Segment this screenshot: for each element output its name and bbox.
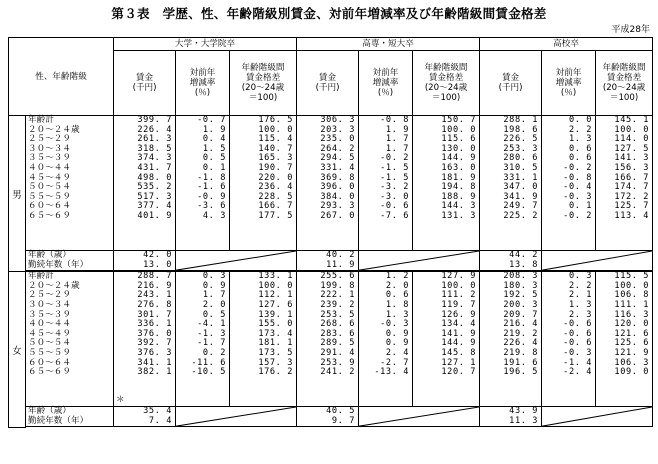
hs-gap-values: 145. 1 100. 0 114. 0 127. 5 141. 3 156. 3 166. 7 174. 7 172. 2 125. 7 113. 4 xyxy=(596,116,653,251)
age-stat-label: 年齢（歳） xyxy=(28,406,71,417)
hs-gap-values: 115. 5 100. 0 106. 8 111. 1 116. 3 120. 0 121. 6 125. 6 121. 9 106. 3 109. 0 xyxy=(596,272,653,407)
col-gap: 年齢階級間 賃金格差 (20～24歳 ＝100) xyxy=(413,51,480,116)
univ-wage-values xyxy=(114,272,176,407)
col-rate: 対前年 増減率 (％) xyxy=(359,51,413,116)
stat-labels xyxy=(26,251,114,271)
univ-age-value: 42. 0 xyxy=(143,250,173,260)
year-note: 平成28年 xyxy=(611,25,650,35)
female-data-block xyxy=(9,272,653,407)
univ-rate-values: -0. 7 1. 9 0. 4 1. 5 0. 5 0. 1 -1. 8 -1. 6 -0. 9 -3. 6 4. 3 xyxy=(176,116,230,251)
jc-wage-values: 255. 6 199. 8 222. 1 239. 2 253. 5 268. 6 283. 6 289. 5 291. 4 253. 9 241. 2 xyxy=(297,272,359,407)
hs-age-value: 43. 9 xyxy=(509,406,539,417)
jc-rate-values: -0. 8 1. 9 1. 7 1. 7 -0. 2 -1. 5 -1. 5 -3. 2 -3. 0 -0. 6 -7. 6 xyxy=(359,116,413,251)
age-labels: 年齢計 ２０～２４歳 ２５～２９ ３０～３４ ３５～３９ ４０～４４ ４５～４９ ５０～５４ ５５～５９ ６０～６４ ６５～６９ xyxy=(26,116,114,251)
jc-rate-values: 1. 2 2. 0 0. 6 1. 8 1. 3 -0. 3 0. 9 0. 9 2. 4 -2. 7 -13. 4 xyxy=(359,272,413,407)
univ-rate-values: 0. 3 0. 9 1. 7 2. 0 0. 5 -4. 1 -1. 3 -1. 7 0. 2 -11. 6 -10. 5 xyxy=(176,272,230,407)
blank-diagonal-cell xyxy=(359,251,480,271)
jc-gap-values: 150. 7 100. 0 115. 6 130. 0 144. 9 163. 0 181. 9 194. 8 188. 9 144. 3 131. 3 xyxy=(413,116,480,251)
hs-rate-values: 0. 0 2. 2 1. 3 0. 6 0. 6 -0. 2 -0. 8 -0. 4 -0. 3 0. 1 -0. 2 xyxy=(542,116,596,251)
hs-tenure-value: 13. 8 xyxy=(509,259,539,270)
col-wage: 賃金 (千円) xyxy=(480,51,542,116)
blank-diagonal-cell xyxy=(176,251,297,271)
col-gap: 年齢階級間 賃金格差 (20～24歳 ＝100) xyxy=(230,51,297,116)
tenure-stat-label: 勤続年数（年） xyxy=(28,259,89,270)
jc-stat-values xyxy=(297,407,359,427)
sex-label-female: 女 xyxy=(9,272,26,428)
col-gap: 年齢階級間 賃金格差 (20～24歳 ＝100) xyxy=(596,51,653,116)
jc-wage-values: 306. 3 203. 3 235. 0 264. 2 294. 5 331. 4 369. 8 396. 0 384. 0 293. 3 267. 0 xyxy=(297,116,359,251)
age-stat-label: 年齢（歳） xyxy=(28,250,71,260)
univ-stat-values xyxy=(114,251,176,271)
male-data-block xyxy=(9,116,653,251)
blank-diagonal-cell xyxy=(176,407,297,427)
univ-stat-values xyxy=(114,407,176,427)
jc-stat-values xyxy=(297,251,359,271)
hs-wage-values: 288. 1 198. 6 226. 5 253. 3 280. 6 310. 5 331. 1 347. 0 341. 9 249. 7 225. 2 xyxy=(480,116,542,251)
hs-stat-values xyxy=(480,407,542,427)
jc-age-value: 40. 5 xyxy=(326,406,356,417)
age-labels: 年齢計 ２０～２４歳 ２５～２９ ３０～３４ ３５～３９ ４０～４４ ４５～４９ ５０～５４ ５５～５９ ６０～６４ ６５～６９ xyxy=(26,272,114,407)
univ-tenure-value: 7. 4 xyxy=(148,415,173,426)
group-header-univ: 大学・大学院卒 xyxy=(114,38,297,51)
blank-diagonal-cell xyxy=(542,407,653,427)
univ-gap-values: 176. 5 100. 0 115. 4 140. 7 165. 3 190. 7 220. 0 236. 4 228. 5 166. 7 177. 5 xyxy=(230,116,297,251)
blank-diagonal-cell xyxy=(542,251,653,271)
group-header-high-school: 高校卒 xyxy=(480,38,653,51)
col-rate: 対前年 増減率 (％) xyxy=(542,51,596,116)
jc-gap-values: 127. 9 100. 0 111. 2 119. 7 126. 9 134. 4 141. 9 144. 9 145. 8 127. 1 120. 7 xyxy=(413,272,480,407)
female-stats-row xyxy=(9,407,653,427)
table-title: 第３表 学歴、性、年齢階級別賃金、対前年増減率及び年齢階級間賃金格差 xyxy=(111,6,547,21)
hs-age-value: 44. 2 xyxy=(509,250,539,260)
jc-tenure-value: 11. 9 xyxy=(326,259,356,270)
tenure-stat-label: 勤続年数（年） xyxy=(28,415,89,426)
male-stats-row xyxy=(9,251,653,271)
jc-tenure-value: 9. 7 xyxy=(331,415,356,426)
col-rate: 対前年 増減率 (％) xyxy=(176,51,230,116)
asterisk-mark: ＊ xyxy=(116,394,126,405)
univ-age-value: 35. 4 xyxy=(143,406,173,417)
stat-labels xyxy=(26,407,114,427)
univ-wage-values: 399. 7 226. 4 261. 3 318. 5 374. 3 431. 7 498. 0 535. 2 517. 3 377. 4 401. 9 xyxy=(114,116,176,251)
univ-tenure-value: 13. 0 xyxy=(143,259,173,270)
wage-table xyxy=(8,37,653,428)
col-wage: 賃金 (千円) xyxy=(114,51,176,116)
hs-stat-values xyxy=(480,251,542,271)
hs-tenure-value: 11. 3 xyxy=(509,415,539,426)
col-wage: 賃金 (千円) xyxy=(297,51,359,116)
sex-label-male: 男 xyxy=(9,116,26,272)
hs-rate-values: 0. 3 2. 2 2. 1 1. 3 2. 3 -0. 6 -0. 6 -0. 6 -0. 3 -1. 4 -2. 4 xyxy=(542,272,596,407)
univ-gap-values: 133. 1 100. 0 112. 1 127. 6 139. 1 155. 0 173. 4 181. 1 173. 5 157. 3 176. 2 xyxy=(230,272,297,407)
hs-wage-values: 208. 3 180. 3 192. 5 200. 3 209. 7 216. 4 219. 2 226. 4 219. 8 191. 6 196. 5 xyxy=(480,272,542,407)
jc-age-value: 40. 2 xyxy=(326,250,356,260)
blank-diagonal-cell xyxy=(359,407,480,427)
univ-wage-list: 288. 7 216. 9 243. 1 276. 8 301. 7 336. 1 376. 0 392. 7 376. 3 341. 1 382. 1 xyxy=(137,271,173,378)
group-header-junior-college: 高専・短大卒 xyxy=(297,38,480,51)
row-label-header: 性、年齢階級 xyxy=(9,38,114,116)
